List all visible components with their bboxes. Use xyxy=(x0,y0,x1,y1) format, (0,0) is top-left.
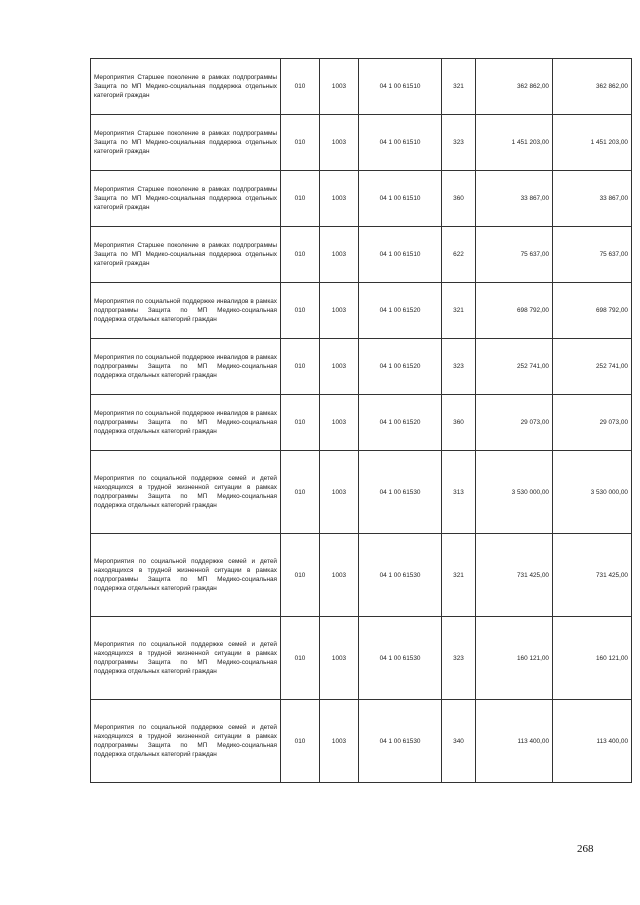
cell-name: Мероприятия Старшее поколение в рамках подпрограммы Защита по МП Медико-социальная поддержка отдельных категорий граждан xyxy=(91,115,281,171)
cell-amount-2: 698 792,00 xyxy=(553,283,632,339)
table-row xyxy=(91,171,632,227)
cell-expense-type: 321 xyxy=(442,283,476,339)
cell-target-article: 04 1 00 61530 xyxy=(359,617,442,700)
cell-section: 1003 xyxy=(320,617,359,700)
cell-target-article: 04 1 00 61510 xyxy=(359,171,442,227)
cell-ministry: 010 xyxy=(281,339,320,395)
cell-target-article: 04 1 00 61520 xyxy=(359,339,442,395)
cell-section: 1003 xyxy=(320,451,359,534)
table-row xyxy=(91,534,632,617)
cell-ministry: 010 xyxy=(281,227,320,283)
cell-name: Мероприятия по социальной поддержке семей и детей находящихся в трудной жизненной ситуации в рамках подпрограммы Защита по МП Медико-социальная поддержка отдельных категорий граждан xyxy=(91,534,281,617)
cell-name: Мероприятия по социальной поддержке инвалидов в рамках подпрограммы Защита по МП Медико-социальная поддержка отдельных категорий граждан xyxy=(91,339,281,395)
cell-name: Мероприятия Старшее поколение в рамках подпрограммы Защита по МП Медико-социальная поддержка отдельных категорий граждан xyxy=(91,227,281,283)
cell-ministry: 010 xyxy=(281,283,320,339)
cell-section: 1003 xyxy=(320,59,359,115)
cell-amount-1: 252 741,00 xyxy=(476,339,553,395)
cell-ministry: 010 xyxy=(281,395,320,451)
cell-amount-1: 113 400,00 xyxy=(476,700,553,783)
cell-target-article: 04 1 00 61510 xyxy=(359,227,442,283)
cell-expense-type: 321 xyxy=(442,59,476,115)
table-row xyxy=(91,700,632,783)
table-row xyxy=(91,59,632,115)
cell-name: Мероприятия Старшее поколение в рамках подпрограммы Защита по МП Медико-социальная поддержка отдельных категорий граждан xyxy=(91,171,281,227)
cell-section: 1003 xyxy=(320,283,359,339)
cell-amount-1: 698 792,00 xyxy=(476,283,553,339)
cell-amount-2: 3 530 000,00 xyxy=(553,451,632,534)
cell-section: 1003 xyxy=(320,700,359,783)
cell-amount-1: 160 121,00 xyxy=(476,617,553,700)
cell-expense-type: 340 xyxy=(442,700,476,783)
table-row xyxy=(91,339,632,395)
cell-target-article: 04 1 00 61520 xyxy=(359,283,442,339)
cell-amount-2: 33 867,00 xyxy=(553,171,632,227)
table-row xyxy=(91,227,632,283)
cell-section: 1003 xyxy=(320,115,359,171)
cell-name: Мероприятия Старшее поколение в рамках подпрограммы Защита по МП Медико-социальная поддержка отдельных категорий граждан xyxy=(91,59,281,115)
table-body xyxy=(91,59,632,783)
cell-section: 1003 xyxy=(320,227,359,283)
cell-name: Мероприятия по социальной поддержке семей и детей находящихся в трудной жизненной ситуации в рамках подпрограммы Защита по МП Медико-социальная поддержка отдельных категорий граждан xyxy=(91,700,281,783)
cell-amount-2: 362 862,00 xyxy=(553,59,632,115)
table-row xyxy=(91,283,632,339)
table-row xyxy=(91,115,632,171)
cell-name: Мероприятия по социальной поддержке семей и детей находящихся в трудной жизненной ситуации в рамках подпрограммы Защита по МП Медико-социальная поддержка отдельных категорий граждан xyxy=(91,617,281,700)
table-row xyxy=(91,617,632,700)
cell-ministry: 010 xyxy=(281,115,320,171)
cell-amount-2: 252 741,00 xyxy=(553,339,632,395)
cell-section: 1003 xyxy=(320,339,359,395)
cell-section: 1003 xyxy=(320,171,359,227)
cell-expense-type: 360 xyxy=(442,171,476,227)
cell-name: Мероприятия по социальной поддержке инвалидов в рамках подпрограммы Защита по МП Медико-социальная поддержка отдельных категорий граждан xyxy=(91,395,281,451)
cell-amount-2: 29 073,00 xyxy=(553,395,632,451)
cell-ministry: 010 xyxy=(281,617,320,700)
cell-amount-1: 362 862,00 xyxy=(476,59,553,115)
cell-amount-2: 113 400,00 xyxy=(553,700,632,783)
budget-table xyxy=(90,58,632,783)
cell-target-article: 04 1 00 61510 xyxy=(359,59,442,115)
cell-amount-2: 75 637,00 xyxy=(553,227,632,283)
cell-expense-type: 313 xyxy=(442,451,476,534)
cell-expense-type: 622 xyxy=(442,227,476,283)
cell-amount-2: 1 451 203,00 xyxy=(553,115,632,171)
cell-target-article: 04 1 00 61510 xyxy=(359,115,442,171)
cell-name: Мероприятия по социальной поддержке инвалидов в рамках подпрограммы Защита по МП Медико-социальная поддержка отдельных категорий граждан xyxy=(91,283,281,339)
table-row xyxy=(91,395,632,451)
cell-section: 1003 xyxy=(320,534,359,617)
cell-ministry: 010 xyxy=(281,534,320,617)
cell-amount-1: 75 637,00 xyxy=(476,227,553,283)
cell-expense-type: 323 xyxy=(442,617,476,700)
cell-section: 1003 xyxy=(320,395,359,451)
cell-expense-type: 323 xyxy=(442,115,476,171)
cell-amount-1: 3 530 000,00 xyxy=(476,451,553,534)
cell-ministry: 010 xyxy=(281,451,320,534)
cell-target-article: 04 1 00 61530 xyxy=(359,451,442,534)
cell-target-article: 04 1 00 61530 xyxy=(359,700,442,783)
cell-amount-1: 33 867,00 xyxy=(476,171,553,227)
cell-ministry: 010 xyxy=(281,171,320,227)
page-number: 268 xyxy=(577,843,594,855)
cell-amount-2: 731 425,00 xyxy=(553,534,632,617)
cell-name: Мероприятия по социальной поддержке семей и детей находящихся в трудной жизненной ситуации в рамках подпрограммы Защита по МП Медико-социальная поддержка отдельных категорий граждан xyxy=(91,451,281,534)
cell-expense-type: 323 xyxy=(442,339,476,395)
cell-ministry: 010 xyxy=(281,59,320,115)
cell-expense-type: 360 xyxy=(442,395,476,451)
cell-amount-2: 160 121,00 xyxy=(553,617,632,700)
cell-target-article: 04 1 00 61520 xyxy=(359,395,442,451)
cell-ministry: 010 xyxy=(281,700,320,783)
cell-amount-1: 731 425,00 xyxy=(476,534,553,617)
cell-expense-type: 321 xyxy=(442,534,476,617)
cell-amount-1: 1 451 203,00 xyxy=(476,115,553,171)
table-row xyxy=(91,451,632,534)
cell-target-article: 04 1 00 61530 xyxy=(359,534,442,617)
cell-amount-1: 29 073,00 xyxy=(476,395,553,451)
